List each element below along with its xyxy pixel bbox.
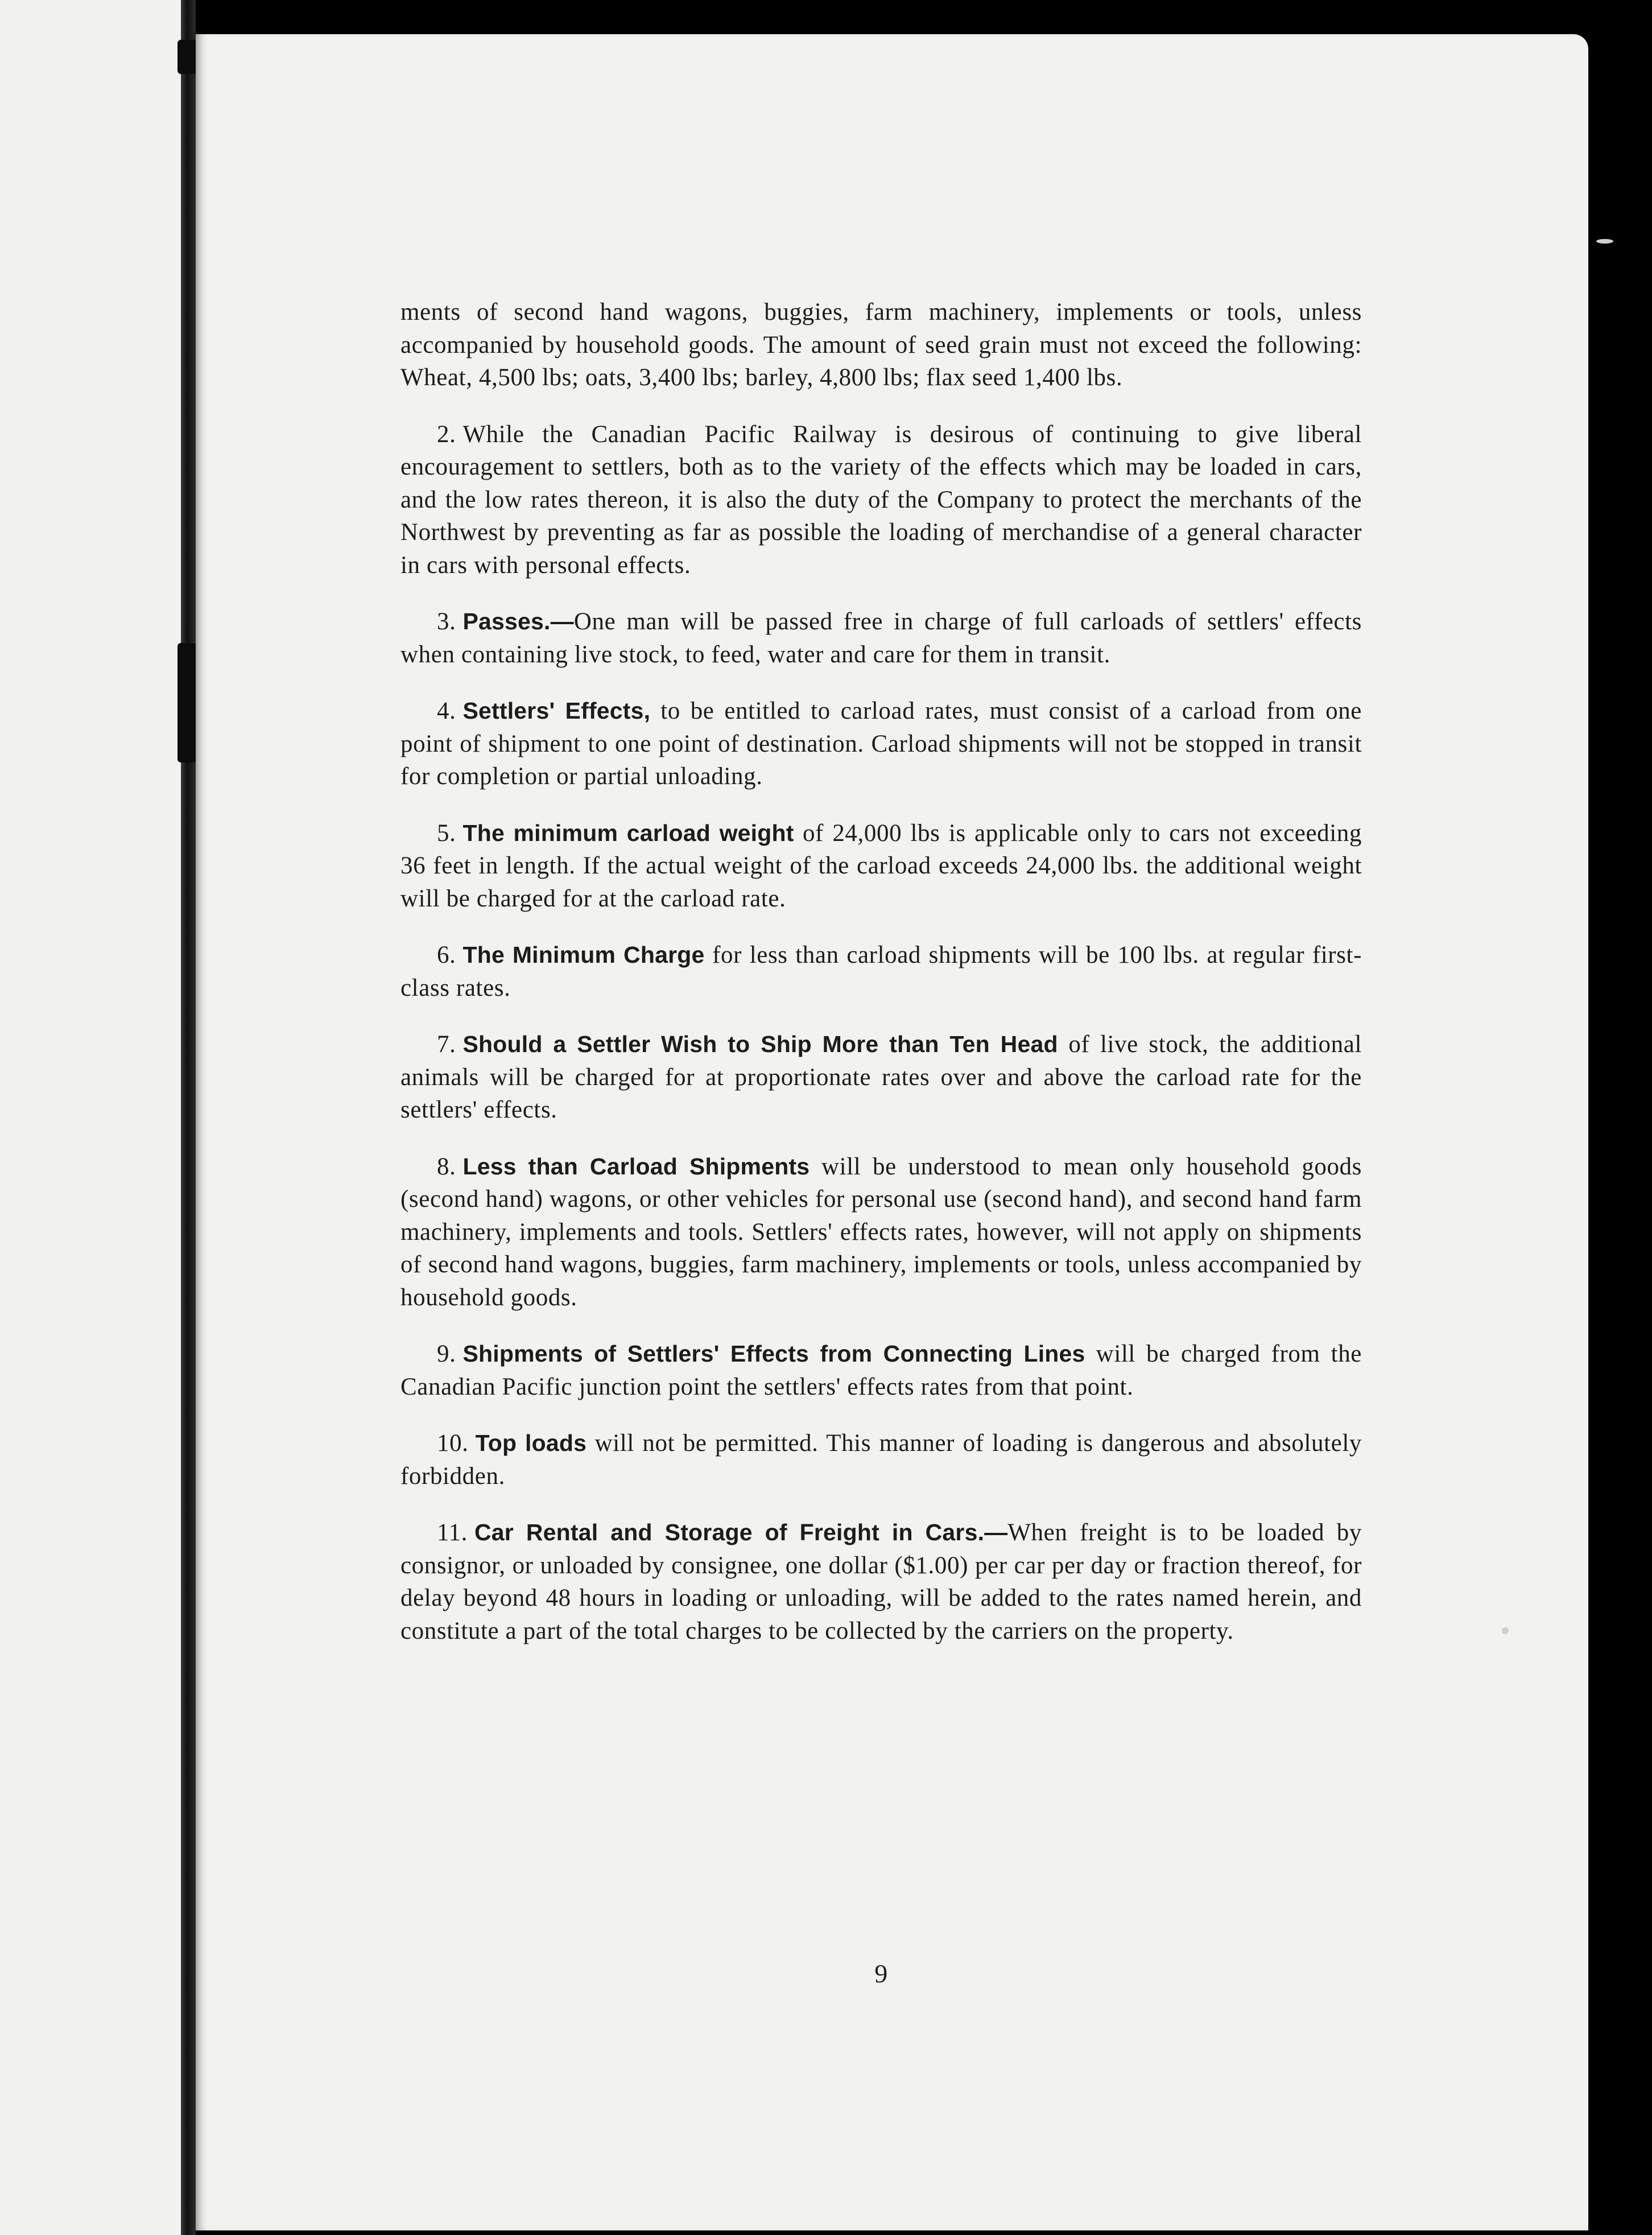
item-number: 6. (437, 942, 456, 968)
paragraph-item-3 (400, 605, 1362, 671)
paragraph-item-6 (400, 939, 1362, 1004)
item-heading: Less than Carload Shipments (462, 1153, 810, 1180)
paragraph-text: for less than carload shipments will be 100 lbs. at regular first-class rates. (400, 942, 1362, 1001)
paragraph-text: will be understood to mean only household goods (second hand) wagons, or other vehicles for personal use (second hand), and second hand farm machinery, implements and tools. Settlers' effects rates, however, will not apply on shipments of second hand wagons, buggies, farm machinery, implements or tools, unless accompanied by household goods. (400, 1153, 1362, 1311)
item-heading: Settlers' Effects, (462, 698, 651, 724)
paragraph-text: While the Canadian Pacific Railway is desirous of continuing to give liberal encouragement to settlers, both as to the variety of the effects which may be loaded in cars, and the low rates thereon, it is also the duty of the Company to protect the merchants of the Northwest by preventing as far as possible the loading of merchandise of a general character in cars with personal effects. (400, 420, 1362, 579)
paragraph-text: ments of second hand wagons, buggies, farm machinery, implements or tools, unless accompanied by household goods. The amount of seed grain must not exceed the following: Wheat, 4,500 lbs; oats, 3,400 lbs; barley, 4,800 lbs; flax seed 1,400 lbs. (400, 299, 1362, 391)
paragraph-continuation (400, 296, 1362, 394)
paragraph-text: to be entitled to carload rates, must consist of a carload from one point of shipment to one point of destination. Carload shipments will not be stopped in transit for completion or partial unloading. (400, 698, 1362, 790)
item-number: 3. (437, 608, 456, 635)
paragraph-item-5 (400, 817, 1362, 916)
page-number: 9 (874, 1959, 888, 1988)
paragraph-item-2 (400, 418, 1362, 582)
item-heading: The Minimum Charge (462, 942, 705, 968)
book-page (196, 34, 1588, 2230)
item-heading: Should a Settler Wish to Ship More than Ten Head (462, 1031, 1058, 1057)
facing-page-edge (0, 0, 181, 2235)
paragraph-text: will not be permitted. This manner of loading is dangerous and absolutely forbidden. (400, 1430, 1362, 1490)
binding-mark (177, 643, 197, 762)
paragraph-text: of 24,000 lbs is applicable only to cars not exceeding 36 feet in length. If the actual weight of the carload exceeds 24,000 lbs. the additional weight will be charged for at the carload rate. (400, 819, 1362, 912)
paragraph-item-4 (400, 695, 1362, 793)
item-number: 4. (437, 698, 456, 724)
item-number: 2. (437, 420, 456, 448)
paragraph-item-11 (400, 1516, 1362, 1647)
item-number: 5. (437, 819, 456, 847)
paragraph-text: of live stock, the additional animals will be charged for at proportionate rates over and above the carload rate for the settlers' effects. (400, 1031, 1362, 1123)
item-heading: The minimum carload weight (462, 819, 794, 846)
paragraph-text: will be charged from the Canadian Pacific junction point the settlers' effects rates from that point. (400, 1341, 1362, 1400)
item-number: 7. (437, 1031, 456, 1058)
item-heading: Car Rental and Storage of Freight in Cars.— (474, 1519, 1008, 1545)
scan-speck (1596, 239, 1613, 244)
paragraph-text: One man will be passed free in charge of full carloads of settlers' effects when containing live stock, to feed, water and care for them in transit. (400, 608, 1362, 668)
item-number: 8. (437, 1153, 456, 1180)
page-text-block (400, 296, 1362, 1988)
paragraph-item-9 (400, 1338, 1362, 1403)
item-heading: Passes.— (462, 608, 574, 634)
book-spine (181, 0, 196, 2235)
scan-speck (1502, 1627, 1509, 1634)
paragraph-item-8 (400, 1151, 1362, 1314)
item-heading: Top loads (475, 1430, 587, 1456)
item-heading: Shipments of Settlers' Effects from Connecting Lines (462, 1341, 1085, 1367)
binding-mark (177, 40, 197, 74)
item-number: 10. (437, 1430, 469, 1457)
paragraph-item-10 (400, 1427, 1362, 1492)
item-number: 9. (437, 1341, 456, 1367)
paragraph-text: When freight is to be loaded by consignor, or unloaded by consignee, one dollar ($1.00) per car per day or fraction thereof, for delay beyond 48 hours in loading or unloading, will be added to the rates named herein, and constitute a part of the total charges to be collected by the carriers on the property. (400, 1519, 1362, 1644)
item-number: 11. (437, 1519, 468, 1546)
paragraph-item-7 (400, 1028, 1362, 1127)
